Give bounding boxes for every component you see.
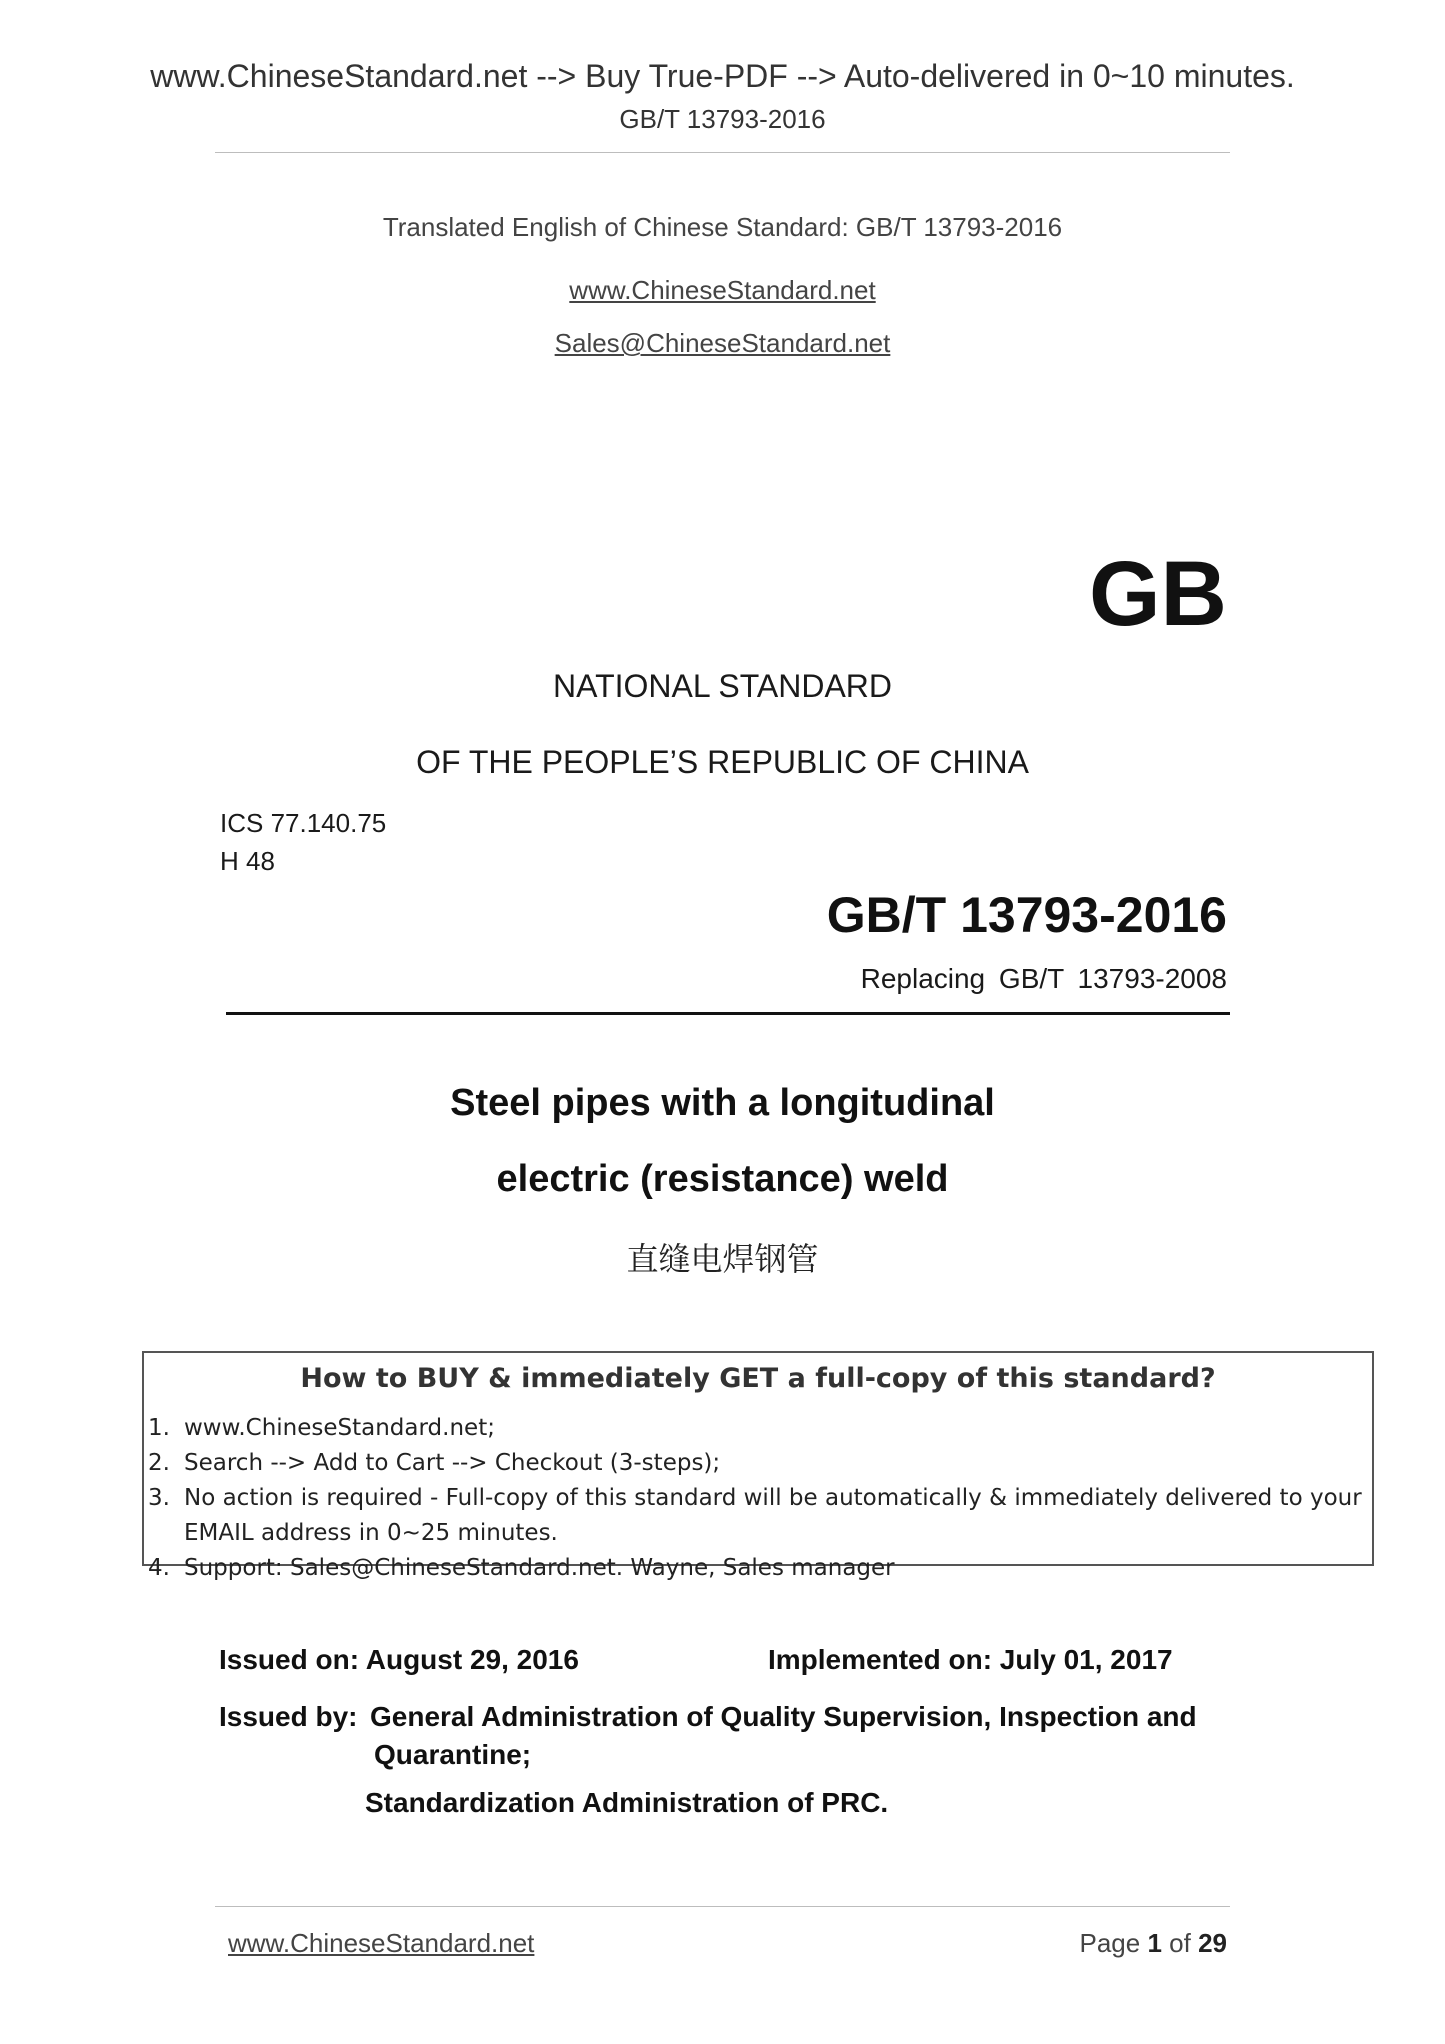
purchase-step: [148, 1551, 1362, 1586]
national-standard-heading: NATIONAL STANDARD: [553, 668, 892, 704]
issuer-line2: Quarantine;: [374, 1739, 532, 1770]
replacing-note: Replacing GB/T 13793-2008: [860, 963, 1227, 994]
website-link[interactable]: www.ChineseStandard.net: [569, 275, 876, 305]
purchase-box-title: How to BUY & immediately GET a full-copy of this standard?: [300, 1363, 1216, 1394]
header-banner: www.ChineseStandard.net --> Buy True-PDF --> Auto-delivered in 0~10 minutes.: [150, 58, 1295, 94]
translated-note: Translated English of Chinese Standard: GB/T 13793-2016: [382, 212, 1063, 242]
purchase-step: [148, 1481, 1362, 1551]
issued-on-date: Issued on: August 29, 2016: [219, 1644, 579, 1675]
step-number: 1.: [148, 1415, 170, 1441]
footer-website-link[interactable]: www.ChineseStandard.net: [228, 1928, 535, 1958]
gb-logo: GB: [1089, 543, 1227, 645]
step-number: 2.: [148, 1450, 170, 1476]
document-title-line1: Steel pipes with a longitudinal: [450, 1082, 995, 1124]
step-text: No action is required - Full-copy of this standard will be automatically & immediately delivered to your EMAIL address in 0~25 minutes.: [184, 1485, 1362, 1546]
purchase-info-box: [142, 1351, 1374, 1581]
step-text: Support: Sales@ChineseStandard.net. Wayne, Sales manager: [184, 1555, 895, 1581]
issuer-line1: General Administration of Quality Supervision, Inspection and: [370, 1701, 1197, 1732]
purchase-steps-list: [148, 1411, 1362, 1586]
email-link-container: [0, 328, 1445, 359]
h-code: H 48: [220, 846, 275, 876]
step-number: 3.: [148, 1485, 170, 1511]
step-text: Search --> Add to Cart --> Checkout (3-steps);: [184, 1450, 721, 1476]
page-of: of: [1169, 1928, 1191, 1958]
step-text[interactable]: www.ChineseStandard.net;: [184, 1415, 495, 1441]
page-indicator: [1079, 1928, 1227, 1959]
page-current: 1: [1147, 1928, 1162, 1958]
ics-code: ICS 77.140.75: [220, 808, 387, 838]
prc-heading: OF THE PEOPLE’S REPUBLIC OF CHINA: [416, 744, 1029, 780]
standard-number: GB/T 13793-2016: [826, 887, 1227, 943]
purchase-step: [148, 1446, 1362, 1481]
step-number: 4.: [148, 1555, 170, 1581]
page-prefix: Page: [1079, 1928, 1141, 1958]
document-title-chinese: 直缝电焊钢管: [626, 1240, 819, 1278]
header-divider: [215, 152, 1230, 153]
email-link[interactable]: Sales@ChineseStandard.net: [554, 328, 891, 358]
header-standard-number: GB/T 13793-2016: [619, 104, 826, 134]
footer-divider: [215, 1906, 1230, 1907]
issuer-line3: Standardization Administration of PRC.: [365, 1787, 889, 1818]
website-link-container: [0, 275, 1445, 306]
page-total: 29: [1198, 1928, 1227, 1958]
document-title-line2: electric (resistance) weld: [496, 1158, 949, 1200]
issued-by-label: Issued by:: [219, 1701, 358, 1732]
purchase-step: [148, 1411, 1362, 1446]
implemented-on-date: Implemented on: July 01, 2017: [768, 1644, 1173, 1675]
title-divider: [226, 1012, 1230, 1015]
